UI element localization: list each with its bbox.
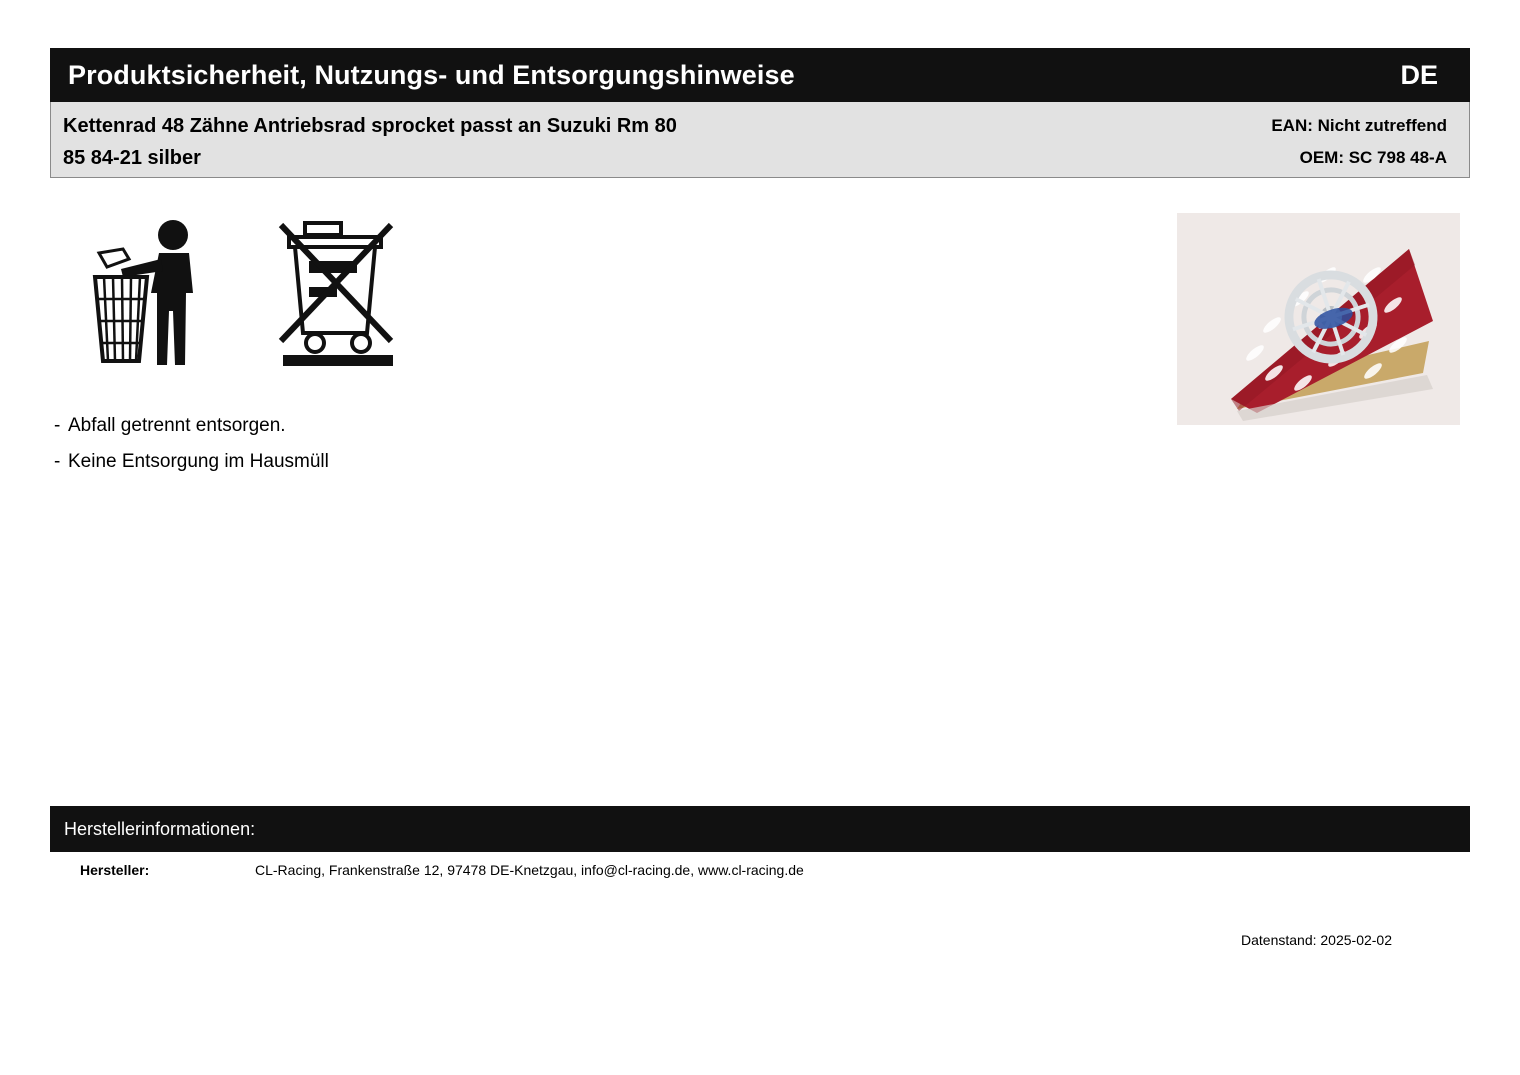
litter-bin-icon [85, 215, 220, 380]
note-text: Keine Entsorgung im Hausmüll [68, 451, 329, 472]
list-item [54, 444, 754, 480]
note-text: Abfall getrennt entsorgen. [68, 415, 286, 436]
product-name-line-1: Kettenrad 48 Zähne Antriebsrad sprocket passt an Suzuki Rm 80 [63, 115, 677, 137]
datestamp: Datenstand: 2025-02-02 [1241, 932, 1392, 948]
weee-crossed-out-wheelie-bin-icon [275, 215, 400, 375]
manufacturer-section-title: Herstellerinformationen: [64, 818, 256, 839]
manufacturer-row [80, 862, 1380, 878]
disposal-notes [54, 408, 754, 480]
manufacturer-key: Hersteller: [80, 862, 150, 878]
product-name [51, 102, 677, 177]
product-name-line-2: 85 84-21 silber [63, 147, 201, 169]
pictogram-area [75, 215, 495, 385]
bullet-dash: - [54, 451, 61, 472]
manufacturer-value: CL-Racing, Frankenstraße 12, 97478 DE-Knetzgau, info@cl-racing.de, www.cl-racing.de [255, 862, 804, 878]
product-codes [1271, 102, 1469, 177]
page-title: Produktsicherheit, Nutzungs- und Entsorgungshinweise [68, 59, 795, 90]
document-header [50, 48, 1470, 102]
product-photo [1177, 213, 1460, 425]
oem-value: OEM: SC 798 48-A [1299, 148, 1447, 167]
bullet-dash: - [54, 415, 61, 436]
language-badge: DE [1400, 59, 1438, 90]
manufacturer-section-header [50, 806, 1470, 852]
ean-value: EAN: Nicht zutreffend [1271, 116, 1447, 135]
product-info-bar [50, 102, 1470, 178]
list-item [54, 408, 754, 444]
